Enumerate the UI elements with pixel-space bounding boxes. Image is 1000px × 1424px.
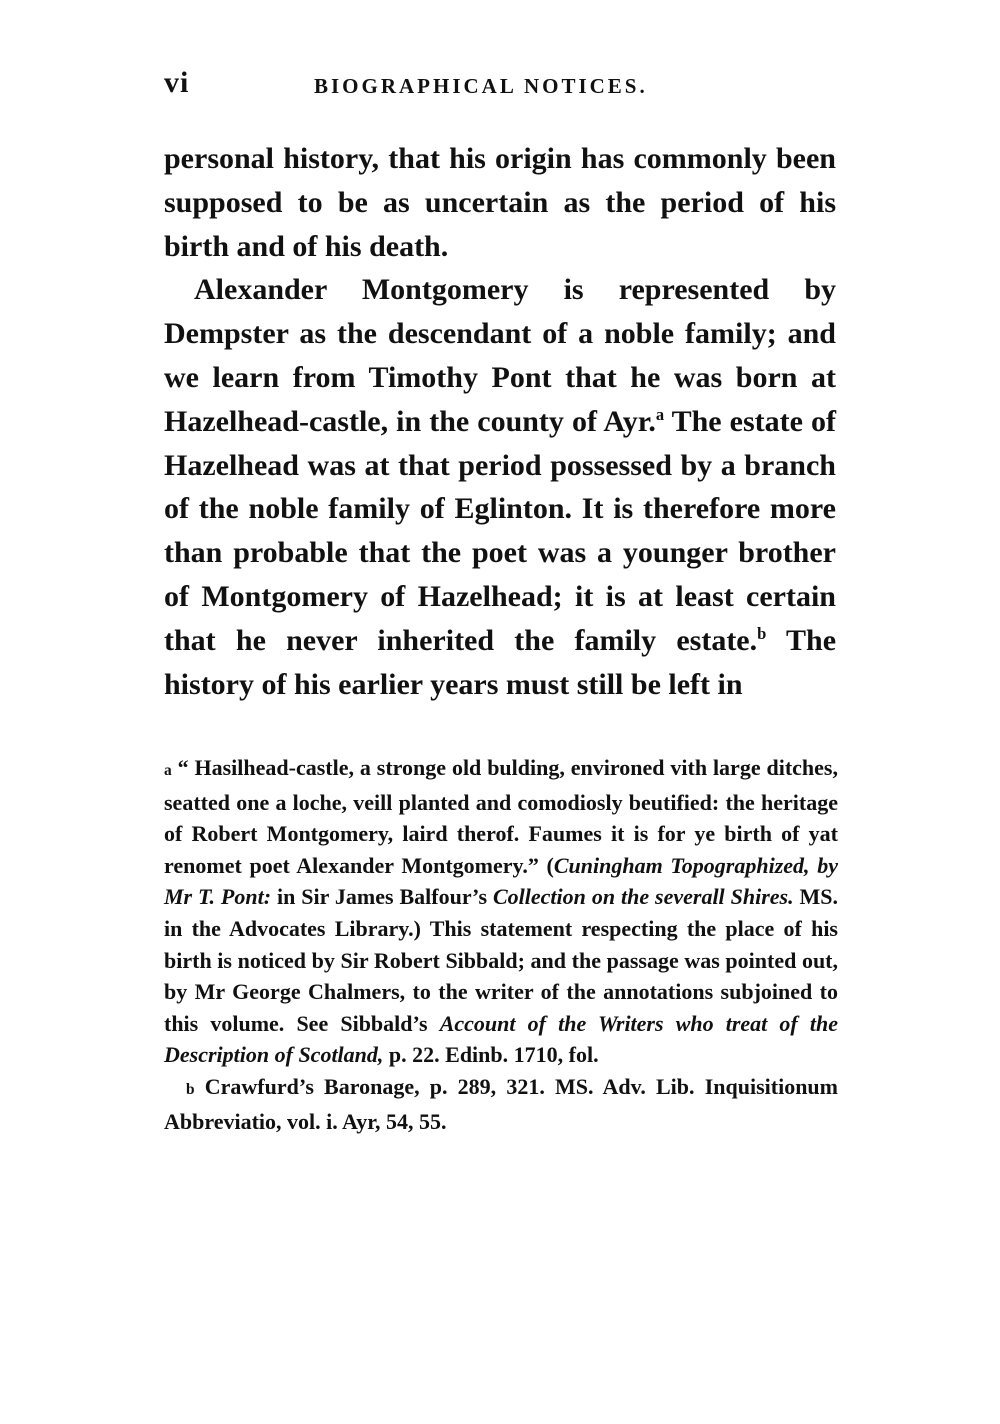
footnote-ref-a: a xyxy=(655,404,665,424)
footnote-a-text-4: p. 22. Edinb. 1710, fol. xyxy=(383,1042,599,1068)
footnote-a xyxy=(164,752,838,1071)
footnote-a-italic-3: Account of the Writers who treat of the Description of Scotland, xyxy=(164,1010,838,1068)
footnote-a-text-1: “ Hasilhead-castle, a stronge old bulding, environed vith large ditches, seatted one a loche, veill planted and comodiosly beutified: the heritage of Robert Montgomery, laird therof. Faumes it is for ye birth of yat renomet poet Alexander Montgomery.” ( xyxy=(164,755,838,878)
footnote-ref-b: b xyxy=(757,623,767,643)
footnote-b-mark: b xyxy=(186,1080,195,1098)
paragraph-1: personal history, that his origin has commonly been supposed to be as uncertain as the period of his birth and of his death. xyxy=(164,142,836,263)
footnote-b-text: Crawfurd’s Baronage, p. 289, 321. MS. Adv. Lib. Inquisitionum Abbreviatio, vol. i. Ayr, 54, 55. xyxy=(164,1073,838,1134)
paragraph-2-part-2: The estate of Hazelhead was at that period possessed by a branch of the noble family of Eglinton. It is therefore more than probable that the poet was a younger brother of Montgomery of Hazelhead; it is at least certain that he never inherited the family estate. xyxy=(164,404,836,657)
footnote-b xyxy=(164,1071,838,1137)
footnote-a-italic-2: Collection on the severall Shires. xyxy=(493,884,794,910)
paragraph-2 xyxy=(164,268,836,706)
footnotes xyxy=(164,752,838,1137)
footnote-a-text-2: in Sir James Balfour’s xyxy=(271,884,493,910)
footnote-a-italic-1: Cuningham Topographized, by Mr T. Pont: xyxy=(164,852,838,910)
footnote-a-mark: a xyxy=(164,762,172,779)
main-text xyxy=(164,137,836,706)
footnote-a-text-3: MS. in the Advocates Library.) This statement respecting the place of his birth is noticed by Sir Robert Sibbald; and the passage was pointed out, by Mr George Chalmers, to the writer of the annotations subjoined to this volume. See Sibbald’s xyxy=(164,884,839,1036)
running-title: BIOGRAPHICAL NOTICES. xyxy=(314,74,648,98)
page-number: vi xyxy=(164,66,190,99)
paragraph-2-part-3: The history of his earlier years must still be left in xyxy=(164,623,837,701)
paragraph-2-part-1: Alexander Montgomery is represented by Dempster as the descendant of a noble family; and we learn from Timothy Pont that he was born at Hazelhead-castle, in the county of Ayr. xyxy=(164,273,836,438)
running-head xyxy=(164,66,836,106)
